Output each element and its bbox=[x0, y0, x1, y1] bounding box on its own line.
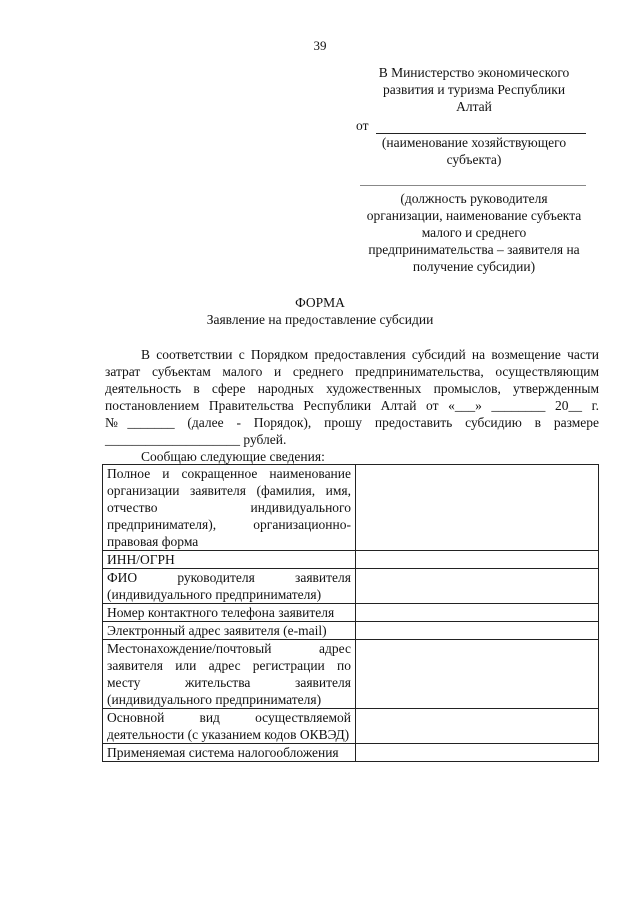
from-row bbox=[350, 117, 598, 134]
table-row bbox=[103, 744, 599, 762]
row-value[interactable] bbox=[356, 604, 599, 622]
body-lead-in: Сообщаю следующие сведения: bbox=[141, 449, 325, 464]
form-title: ФОРМА bbox=[295, 295, 345, 310]
form-subtitle: Заявление на предоставление субсидии bbox=[206, 312, 434, 327]
table-row bbox=[103, 640, 599, 709]
row-value[interactable] bbox=[356, 744, 599, 762]
position-hint: (должность руководителя bbox=[400, 191, 548, 206]
form-heading bbox=[0, 294, 640, 328]
addressee-block bbox=[350, 64, 598, 275]
row-value[interactable] bbox=[356, 465, 599, 551]
row-label: ИНН/ОГРН bbox=[103, 551, 356, 569]
row-label: Применяемая система налогообложения bbox=[103, 744, 356, 762]
row-label: Основной вид осуществляемой деятельности (с указанием кодов ОКВЭД) bbox=[103, 709, 356, 744]
addressee-line: Алтай bbox=[456, 99, 492, 114]
entity-name-field[interactable] bbox=[376, 121, 586, 134]
entity-hint: (наименование хозяйствующего bbox=[381, 135, 567, 150]
body-text bbox=[105, 346, 599, 465]
row-value[interactable] bbox=[356, 640, 599, 709]
row-value[interactable] bbox=[356, 569, 599, 604]
entity-hint: субъекта) bbox=[446, 152, 502, 167]
applicant-info-table bbox=[102, 464, 599, 762]
position-hint: получение субсидии) bbox=[412, 259, 536, 274]
row-label: ФИО руководителя заявителя (индивидуального предпринимателя) bbox=[103, 569, 356, 604]
table-row bbox=[103, 569, 599, 604]
row-label: Номер контактного телефона заявителя bbox=[103, 604, 356, 622]
table-row bbox=[103, 709, 599, 744]
position-hint: предпринимательства – заявителя на bbox=[368, 242, 580, 257]
table-row bbox=[103, 551, 599, 569]
page-number: 39 bbox=[313, 38, 327, 53]
table-row bbox=[103, 604, 599, 622]
body-paragraph: В соответствии с Порядком предоставления субсидий на возмещение части затрат субъектам малого и среднего предпринимательства, осуществляющим деятельность в сфере народных художественных промыслов, утвержденным постановлением Правительства Республики Алтай от «___» ________ 20__ г. №_______ (далее - Порядок), прошу предоставить субсидию в размере ____________________ рублей. bbox=[105, 347, 599, 447]
row-value[interactable] bbox=[356, 551, 599, 569]
table-row bbox=[103, 465, 599, 551]
position-field[interactable] bbox=[360, 184, 586, 186]
row-label: Электронный адрес заявителя (e-mail) bbox=[103, 622, 356, 640]
row-label: Полное и сокращенное наименование организации заявителя (фамилия, имя, отчество индивидуального предпринимателя), организационно-правовая форма bbox=[103, 465, 356, 551]
addressee-line: В Министерство экономического bbox=[378, 65, 570, 80]
addressee-line: развития и туризма Республики bbox=[382, 82, 566, 97]
row-label: Местонахождение/почтовый адрес заявителя или адрес регистрации по месту жительства заявителя (индивидуального предпринимателя) bbox=[103, 640, 356, 709]
row-value[interactable] bbox=[356, 709, 599, 744]
from-label: от bbox=[356, 118, 369, 133]
table-row bbox=[103, 622, 599, 640]
position-hint: организации, наименование субъекта bbox=[366, 208, 582, 223]
row-value[interactable] bbox=[356, 622, 599, 640]
position-hint: малого и среднего bbox=[421, 225, 527, 240]
